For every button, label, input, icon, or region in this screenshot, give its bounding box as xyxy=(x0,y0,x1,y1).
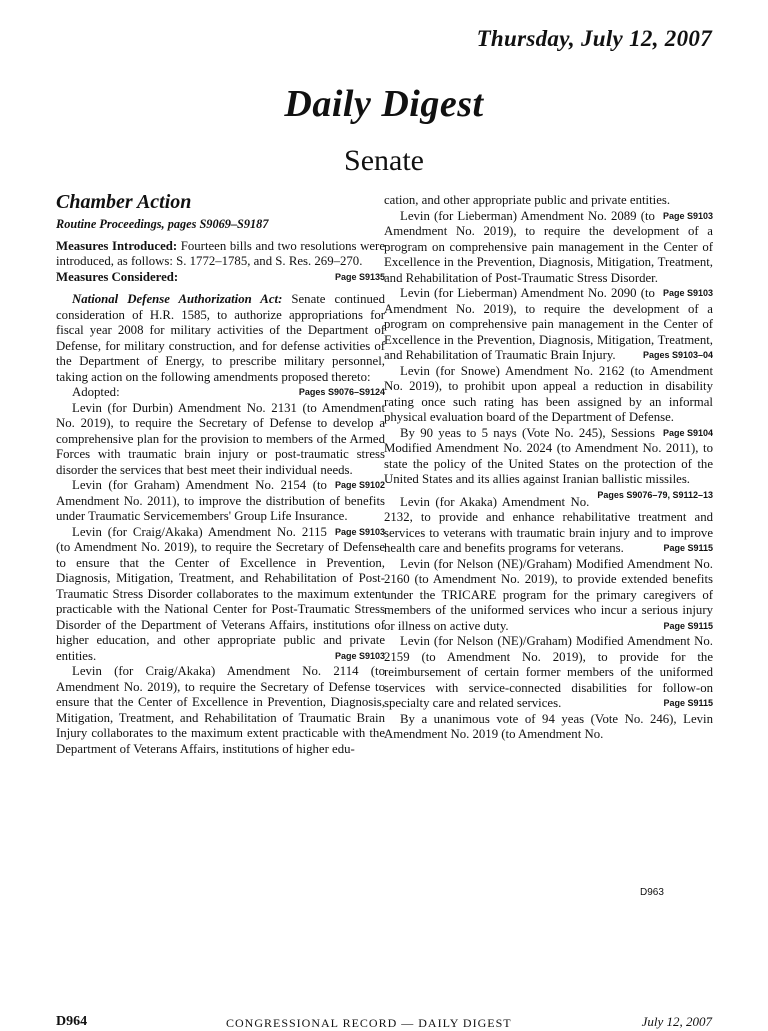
left-column xyxy=(56,190,385,757)
page-reference: Page S9135 xyxy=(334,271,385,282)
amendment-text: Levin (for Craig/Akaka) Amendment No. 2115 (to Amendment No. 2019), to require the Secretary of Defense to ensure that the Center of Excellence in Prevention, Diagnosis, Mitigation, Treatment, and Rehabilitation of Post-Traumatic Stress Disorder collaborates to the maximum extent practicable with the National Center for Post-Traumatic Stress Disorder of the Department of Veterans Affairs, institutions of higher education, and other appropriate public and private entities. xyxy=(56,524,385,663)
section-heading: Chamber Action xyxy=(56,191,192,213)
measures-introduced-text: Fourteen bills and two resolutions were introduced, as follows: S. 1772–1785, and S. Res. 269–270. xyxy=(56,238,386,268)
continued-entry xyxy=(384,193,713,221)
footer-publication: CONGRESSIONAL RECORD — DAILY DIGEST xyxy=(226,1016,512,1030)
page-reference: Pages S9076–79, S9112–13 xyxy=(597,489,713,500)
amendment-text: Levin (for Graham) Amendment No. 2154 (to Amendment No. 2011), to improve the distribution of benefits under Traumatic Servicemembers' Group Life Insurance. xyxy=(56,478,385,523)
page-reference: Pages S9103–04 xyxy=(642,350,713,360)
amendment-entry xyxy=(384,712,713,743)
page-reference: Page S9115 xyxy=(663,543,713,553)
amendment-entry xyxy=(56,400,385,490)
amendment-text: By a unanimous vote of 94 yeas (Vote No. 246), Levin Amendment No. 2019 (to Amendment No. xyxy=(384,711,713,741)
amendment-entry xyxy=(384,495,713,557)
ndaa-label: National Defense Authorization Act: xyxy=(72,292,283,306)
page-reference: Pages S9076–S9124 xyxy=(298,387,385,397)
page-reference: Page S9103 xyxy=(662,288,713,298)
page-reference: Page S9103 xyxy=(334,650,385,661)
footer-page-number: D964 xyxy=(56,1014,88,1029)
amendment-text: Levin (for Lieberman) Amendment No. 2089 (to Amendment No. 2019), to require the development of a program on comprehensive pain management in the Center of Excellence in the Prevention, Diagnosis, Mitigation, Treatment, and Rehabilitation of Post-Traumatic Stress Disorder. xyxy=(384,208,713,285)
page-reference: Page S9102 xyxy=(334,480,385,490)
amendment-text: Levin (for Snowe) Amendment No. 2162 (to Amendment No. 2019), to prohibit upon appeal a reduction in disability rating once such rating has been assigned by an informal physical evaluation board of the Department of Defense. xyxy=(384,363,713,424)
amendment-text: By 90 yeas to 5 nays (Vote No. 245), Sessions Modified Amendment No. 2024 (to Amendment No. 2011), to state the policy of the United States on the protection of the United States and its allies against Iranian ballistic missiles. xyxy=(384,425,713,486)
routine-proceedings: Routine Proceedings, pages S9069–S9187 xyxy=(56,217,269,231)
amendment-entry xyxy=(384,557,713,635)
ndaa-text: Senate continued consideration of H.R. 1585, to authorize appropriations for fiscal year 2008 for military activities of the Department of Defense, for military construction, and for defense activities of the Department of Energy, to prescribe military personnel, taking action on the following amendments proposed thereto: xyxy=(56,292,385,384)
page-reference: Page S9115 xyxy=(663,620,713,631)
amendment-text: Levin (for Nelson (NE)/Graham) Modified Amendment No. 2159 (to Amendment No. 2019), to provide for the reimbursement of certain former members of the uniformed services with service-connected disabilities for follow-on specialty care and related services. xyxy=(384,634,713,710)
measures-introduced-label: Measures Introduced: xyxy=(56,238,178,253)
publication-title: Daily Digest xyxy=(284,83,484,125)
amendment-entry xyxy=(56,525,385,665)
adopted-label: Adopted: xyxy=(72,385,120,399)
amendment-text: Levin (for Durbin) Amendment No. 2131 (to Amendment No. 2019), to require the Secretary of Defense to develop a comprehensive plan for the provision to members of the Armed Forces with traumatic brain injury or post-traumatic stress disorder the services that best meet their individual needs. xyxy=(56,400,385,477)
footer-date: July 12, 2007 xyxy=(641,1014,712,1029)
page-number: D963 xyxy=(640,887,664,898)
amendment-text: Levin (for Akaka) Amendment No. 2132, to provide and enhance rehabilitative treatment and services to veterans with traumatic brain injury and to improve health care and benefits programs for veterans. xyxy=(384,494,713,555)
amendment-text: Levin (for Nelson (NE)/Graham) Modified Amendment No. 2160 (to Amendment No. 2019), to provide extended benefits under the TRICARE program for the primary caregivers of members of the uniformed services who incur a serious injury or illness on active duty. xyxy=(384,556,713,633)
chamber-title: Senate xyxy=(344,144,424,177)
right-column xyxy=(384,193,713,743)
measures-considered-label: Measures Considered: xyxy=(56,269,179,284)
continued-text: cation, and other appropriate public and private entities. xyxy=(384,193,671,207)
next-page-header xyxy=(56,1014,712,1028)
amendment-entry xyxy=(384,363,713,438)
page-reference: Page S9115 xyxy=(663,698,713,708)
page-reference: Page S9103 xyxy=(334,526,385,537)
page-reference: Page S9103 xyxy=(662,210,713,221)
amendment-text: Levin (for Craig/Akaka) Amendment No. 2114 (to Amendment No. 2019), to require the Secretary of Defense to ensure that the Center of Excellence in Prevention, Diagnosis, Mitigation, Treatment, and Rehabilitation of Traumatic Brain Injury collaborates to the maximum extent practicable with the Department of Veterans Affairs, institutions of higher edu- xyxy=(56,664,385,756)
amendment-text: Levin (for Lieberman) Amendment No. 2090 (to Amendment No. 2019), to require the development of a program on comprehensive pain management in the Center of Excellence in the Prevention, Diagnosis, Mitigation, Treatment, and Rehabilitation of Traumatic Brain Injury. xyxy=(384,286,713,362)
amendment-entry xyxy=(56,664,385,757)
issue-date: Thursday, July 12, 2007 xyxy=(476,26,712,51)
amendment-entry xyxy=(384,634,713,712)
page-reference: Page S9104 xyxy=(662,427,713,438)
